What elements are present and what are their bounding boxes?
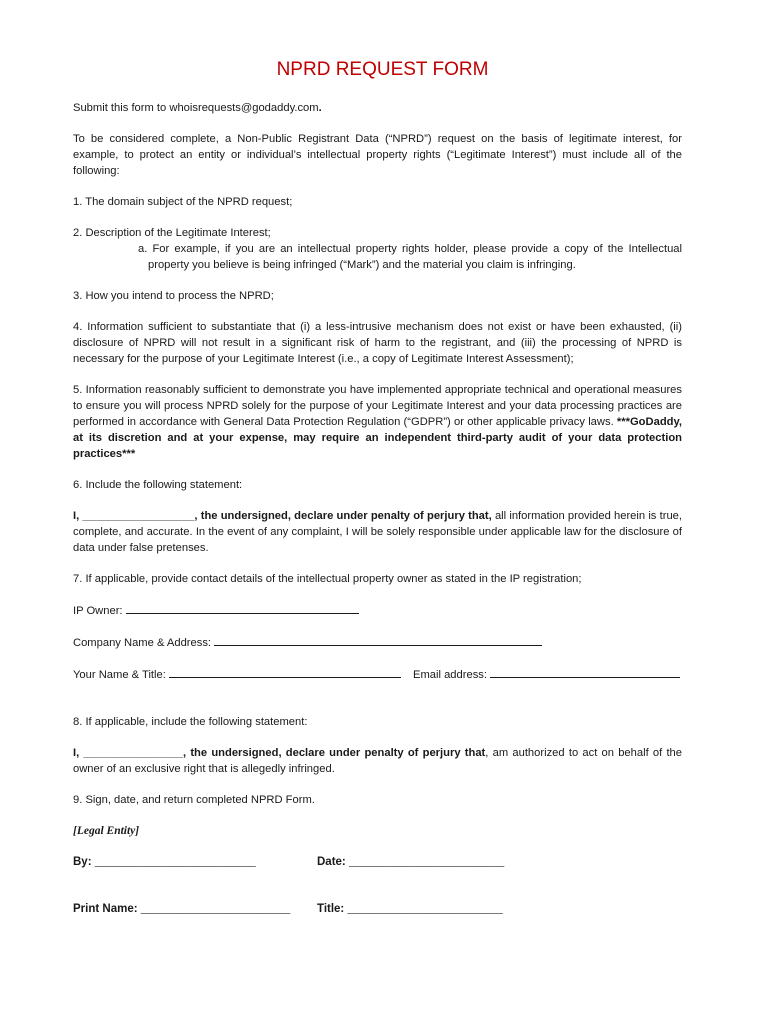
title-line[interactable]: ___________________________ xyxy=(347,903,503,915)
ip-owner-field[interactable] xyxy=(126,602,359,614)
signature-block xyxy=(73,823,682,917)
item-6: 6. Include the following statement: xyxy=(73,479,243,491)
submit-prefix: Submit this form to xyxy=(73,102,170,114)
date-group xyxy=(317,854,504,870)
title-group xyxy=(317,901,503,917)
company-row xyxy=(73,634,682,651)
legal-entity-label: [Legal Entity] xyxy=(73,825,140,837)
submit-email: whoisrequests@godaddy.com xyxy=(169,102,319,114)
item-5-text: 5. Information reasonably sufficient to demonstrate you have implemented appropriate technical and operational measures to ensure you will process NPRD solely for the purpose of your Legitimate Interest and your data processing practices are performed in accordance with General Data Protection Regulation (“GDPR”) or other applicable privacy laws. xyxy=(73,384,682,428)
statement-2-bold: I, ________________, the undersigned, declare under penalty of perjury that xyxy=(73,747,486,759)
submit-suffix: . xyxy=(318,102,322,114)
statement-2 xyxy=(73,745,682,777)
by-line[interactable]: ____________________________ xyxy=(94,856,256,868)
item-5 xyxy=(73,382,682,462)
item-3: 3. How you intend to process the NPRD; xyxy=(73,290,274,302)
statement-2-text: , am authorized to act on behalf of the owner of an exclusive right that is allegedly infringed. xyxy=(73,747,683,775)
company-label: Company Name & Address: xyxy=(73,637,215,649)
ip-owner-row xyxy=(73,602,682,619)
your-name-group xyxy=(73,666,413,683)
date-line[interactable]: ___________________________ xyxy=(348,856,505,868)
statement-1-bold: I, __________________, the undersigned, declare under penalty of perjury that, xyxy=(73,510,492,522)
company-field[interactable] xyxy=(214,634,542,646)
statement-1 xyxy=(73,508,682,556)
by-label: By: xyxy=(73,856,95,868)
item-1: 1. The domain subject of the NPRD request; xyxy=(73,196,293,208)
title-label: Title: xyxy=(317,903,348,915)
item-2: 2. Description of the Legitimate Interest; xyxy=(73,227,271,239)
item-2a: a. For example, if you are an intellectual property rights holder, please provide a copy of the Intellectual property you believe is being infringed (“Mark”) and the material you claim is infringing. xyxy=(138,243,682,271)
statement-1-text: all information provided herein is true, complete, and accurate. In the event of any complaint, I will be solely responsible under applicable law for the disclosure of data under false pretenses. xyxy=(73,510,682,554)
form-title: NPRD REQUEST FORM xyxy=(276,59,489,80)
your-name-label: Your Name & Title: xyxy=(73,669,169,681)
date-label: Date: xyxy=(317,856,349,868)
print-title-row xyxy=(73,901,682,917)
print-name-label: Print Name: xyxy=(73,903,141,915)
item-8: 8. If applicable, include the following statement: xyxy=(73,716,308,728)
ip-owner-label: IP Owner: xyxy=(73,605,126,617)
item-9: 9. Sign, date, and return completed NPRD Form. xyxy=(73,794,315,806)
name-email-row xyxy=(73,666,682,683)
email-group xyxy=(413,666,680,683)
print-name-group xyxy=(73,901,317,917)
your-name-field[interactable] xyxy=(169,666,401,678)
item-4: 4. Information sufficient to substantiate that (i) a less-intrusive mechanism does not exist or have been exhausted, (ii) disclosure of NPRD will not result in a significant risk of harm to the registrant, and (iii) the processing of NPRD is necessary for the purpose of your Legitimate Interest (i.e., a copy of Legitimate Interest Assessment); xyxy=(73,321,682,365)
intro-paragraph: To be considered complete, a Non-Public Registrant Data (“NPRD”) request on the basis of legitimate interest, for example, to protect an entity or individual’s intellectual property rights (“Legitimate Interest”) must include all of the following: xyxy=(73,133,682,177)
submit-line xyxy=(73,100,682,116)
print-name-line[interactable]: __________________________ xyxy=(140,903,291,915)
by-date-row xyxy=(73,854,682,870)
item-7: 7. If applicable, provide contact details of the intellectual property owner as stated in the IP registration; xyxy=(73,573,582,585)
email-label: Email address: xyxy=(413,669,491,681)
by-group xyxy=(73,854,317,870)
email-field[interactable] xyxy=(490,666,680,678)
item-5-bold: ***GoDaddy, at its discretion and at your expense, may require an independent third-party audit of your data protection practices*** xyxy=(73,416,682,460)
